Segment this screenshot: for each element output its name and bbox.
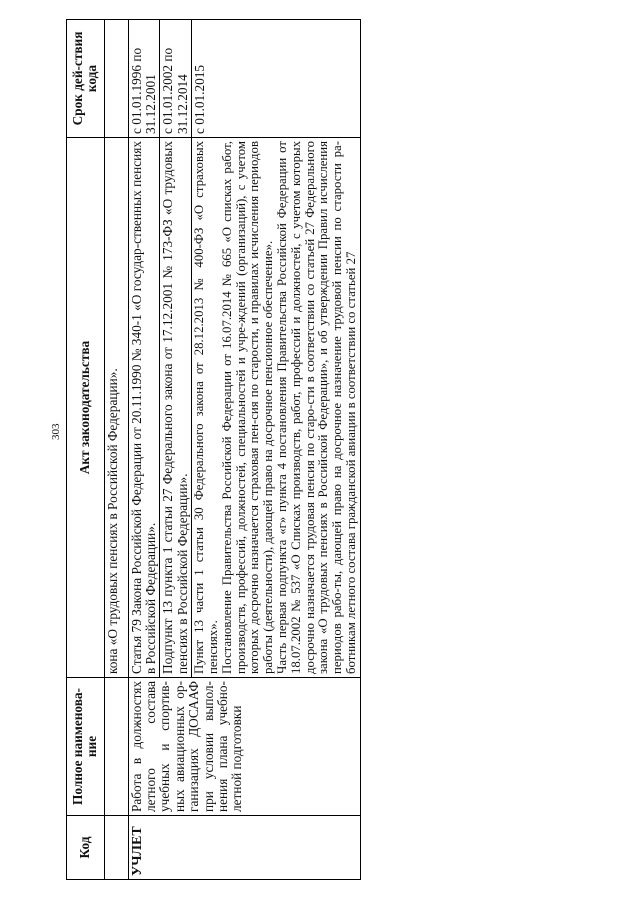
- cell-code: УЧЛЕТ: [128, 816, 360, 880]
- rotated-table-wrapper: [66, 20, 574, 880]
- cell-empty: [104, 20, 128, 138]
- continuation-row: [104, 20, 128, 880]
- header-act: Акт законодательства: [67, 138, 105, 678]
- table-header-row: [67, 20, 105, 880]
- cell-empty: [104, 816, 128, 880]
- cell-empty: [104, 678, 128, 816]
- cell-full-name: Работа в должностях летного состава учебных и спортив-ных авиационных ор-ганизациях ДОСААФ при условии выпол-нения плана учебно-летной подготовки: [128, 678, 360, 816]
- header-period: Срок дей-ствия кода: [67, 20, 105, 138]
- cell-act-continuation: кона «О трудовых пенсиях в Российской Федерации».: [104, 138, 128, 678]
- cell-period: с 01.01.1996 по 31.12.2001: [128, 20, 160, 138]
- page-number: 303: [50, 423, 62, 440]
- cell-act: Статья 79 Закона Российской Федерации от 20.11.1990 № 340-1 «О государ-ственных пенсиях в Российской Федерации».: [128, 138, 160, 678]
- act-paragraph: Постановление Правительства Российской Федерации от 16.07.2014 № 665 «О списках работ, производств, профессий, должностей, специальностей и учре-ждений (организаций), с учетом которых досрочно назначается страховая пен-сия по старости, и правилах исчисления периодов работы (деятельности), дающей право на досрочное пенсионное обеспечение».: [219, 141, 276, 674]
- codes-table: [66, 19, 361, 880]
- header-name: Полное наименова-ние: [67, 678, 105, 816]
- table-row: [128, 20, 160, 880]
- act-paragraph: Часть первая подпункта «г» пункта 4 постановления Правительства Российской Федерации от 18.07.2002 № 537 «О Списках производств, работ, профессий и должностей, с учетом которых досрочно назначается трудовая пенсия по старо-сти в соответствии со статьей 27 Федерального закона «О трудовых пенсиях в Российской Федерации», и об утверждении Правил исчисления периодов рабо-ты, дающей право на досрочное назначение трудовой пенсии по старости ра-ботникам летного состава гражданской авиации в соответствии со статьей 27: [275, 141, 359, 674]
- cell-period: с 01.01.2015: [192, 20, 361, 138]
- header-code: Код: [67, 816, 105, 880]
- cell-period: с 01.01.2002 по 31.12.2014: [160, 20, 192, 138]
- act-paragraph: Пункт 13 части 1 статьи 30 Федерального закона от 28.12.2013 № 400-ФЗ «О страховых пенсиях».: [192, 141, 220, 674]
- cell-act: [192, 138, 361, 678]
- cell-act: Подпункт 13 пункта 1 статьи 27 Федерального закона от 17.12.2001 № 173-ФЗ «О трудовых пенсиях в Российской Федерации».: [160, 138, 192, 678]
